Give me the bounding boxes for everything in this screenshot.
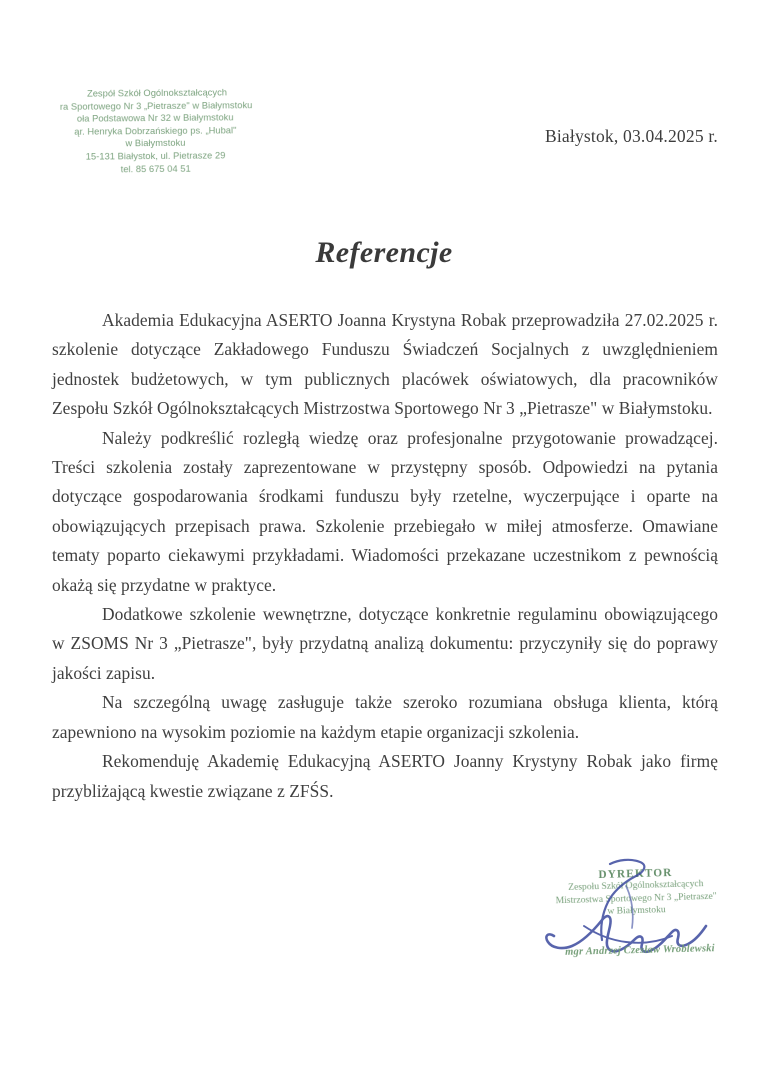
paragraph: Dodatkowe szkolenie wewnętrzne, dotyczące konkretnie regulaminu obowiązującego w ZSOMS Nr 3 „Pietrasze", były przydatną analizą dokumentu: przyczyniły się do poprawy jakości zapisu. [52, 604, 718, 683]
director-stamp-line-3: w Białymstoku [607, 904, 666, 918]
letterhead-line-2: ra Sportowego Nr 3 „Pietrasze" w Białymstoku [59, 99, 253, 112]
director-stamp-line-1: Zespołu Szkół Ogólnokształcących [568, 878, 704, 894]
paragraph: Na szczególną uwagę zasługuje także szeroko rozumiana obsługa klienta, którą zapewniono na wysokim poziomie na każdym etapie organizacji szkolenia. [52, 692, 718, 742]
director-role-label: DYREKTOR [598, 866, 673, 882]
director-name: mgr Andrzej Czesław Wróblewski [565, 943, 715, 958]
date-line: Białystok, 03.04.2025 r. [545, 126, 718, 146]
paragraph: Należy podkreślić rozległą wiedzę oraz profesjonalne przygotowanie prowadzącej. Treści szkolenia zostały zaprezentowane w przystępny sposób. Odpowiedzi na pytania dotyczące gospodarowania środkami funduszu były rzetelne, wyczerpujące i oparte na obowiązujących przepisach prawa. Szkolenie przebiegało w miłej atmosferze. Omawiane tematy poparto ciekawymi przykładami. Wiadomości przekazane uczestnikom z pewnością okażą się przydatne w praktyce. [52, 427, 718, 595]
school-letterhead-stamp [40, 86, 271, 176]
paragraph: Akademia Edukacyjna ASERTO Joanna Krystyna Robak przeprowadziła 27.02.2025 r. szkolenie dotyczące Zakładowego Funduszu Świadczeń Socjalnych z uwzględnieniem jednostek budżetowych, w tym publicznych placówek oświatowych, dla pracowników Zespołu Szkół Ogólnokształcących Mistrzostwa Sportowego Nr 3 „Pietrasze" w Białymstoku. [52, 310, 718, 419]
paragraph: Rekomenduję Akademię Edukacyjną ASERTO Joanny Krystyny Robak jako firmę przybliżającą kwestie związane z ZFŚS. [52, 751, 718, 801]
letterhead-line-7: tel. 85 675 04 51 [120, 163, 191, 174]
page-title: Referencje [315, 236, 453, 269]
letterhead-line-3: oła Podstawowa Nr 32 w Białymstoku [76, 112, 234, 124]
letterhead-line-5: w Białymstoku [125, 138, 186, 149]
letterhead-line-4: ąr. Henryka Dobrzańskiego ps. „Hubal" [74, 125, 237, 137]
letterhead-line-6: 15-131 Białystok, ul. Pietrasze 29 [85, 150, 226, 162]
signature-block [520, 862, 752, 972]
director-stamp [519, 865, 752, 921]
letter-body [52, 306, 718, 806]
director-stamp-line-2: Mistrzostwa Sportowego Nr 3 „Pietrasze" [555, 890, 717, 907]
letterhead-line-1: Zespół Szkół Ogólnokształcących [86, 87, 228, 99]
